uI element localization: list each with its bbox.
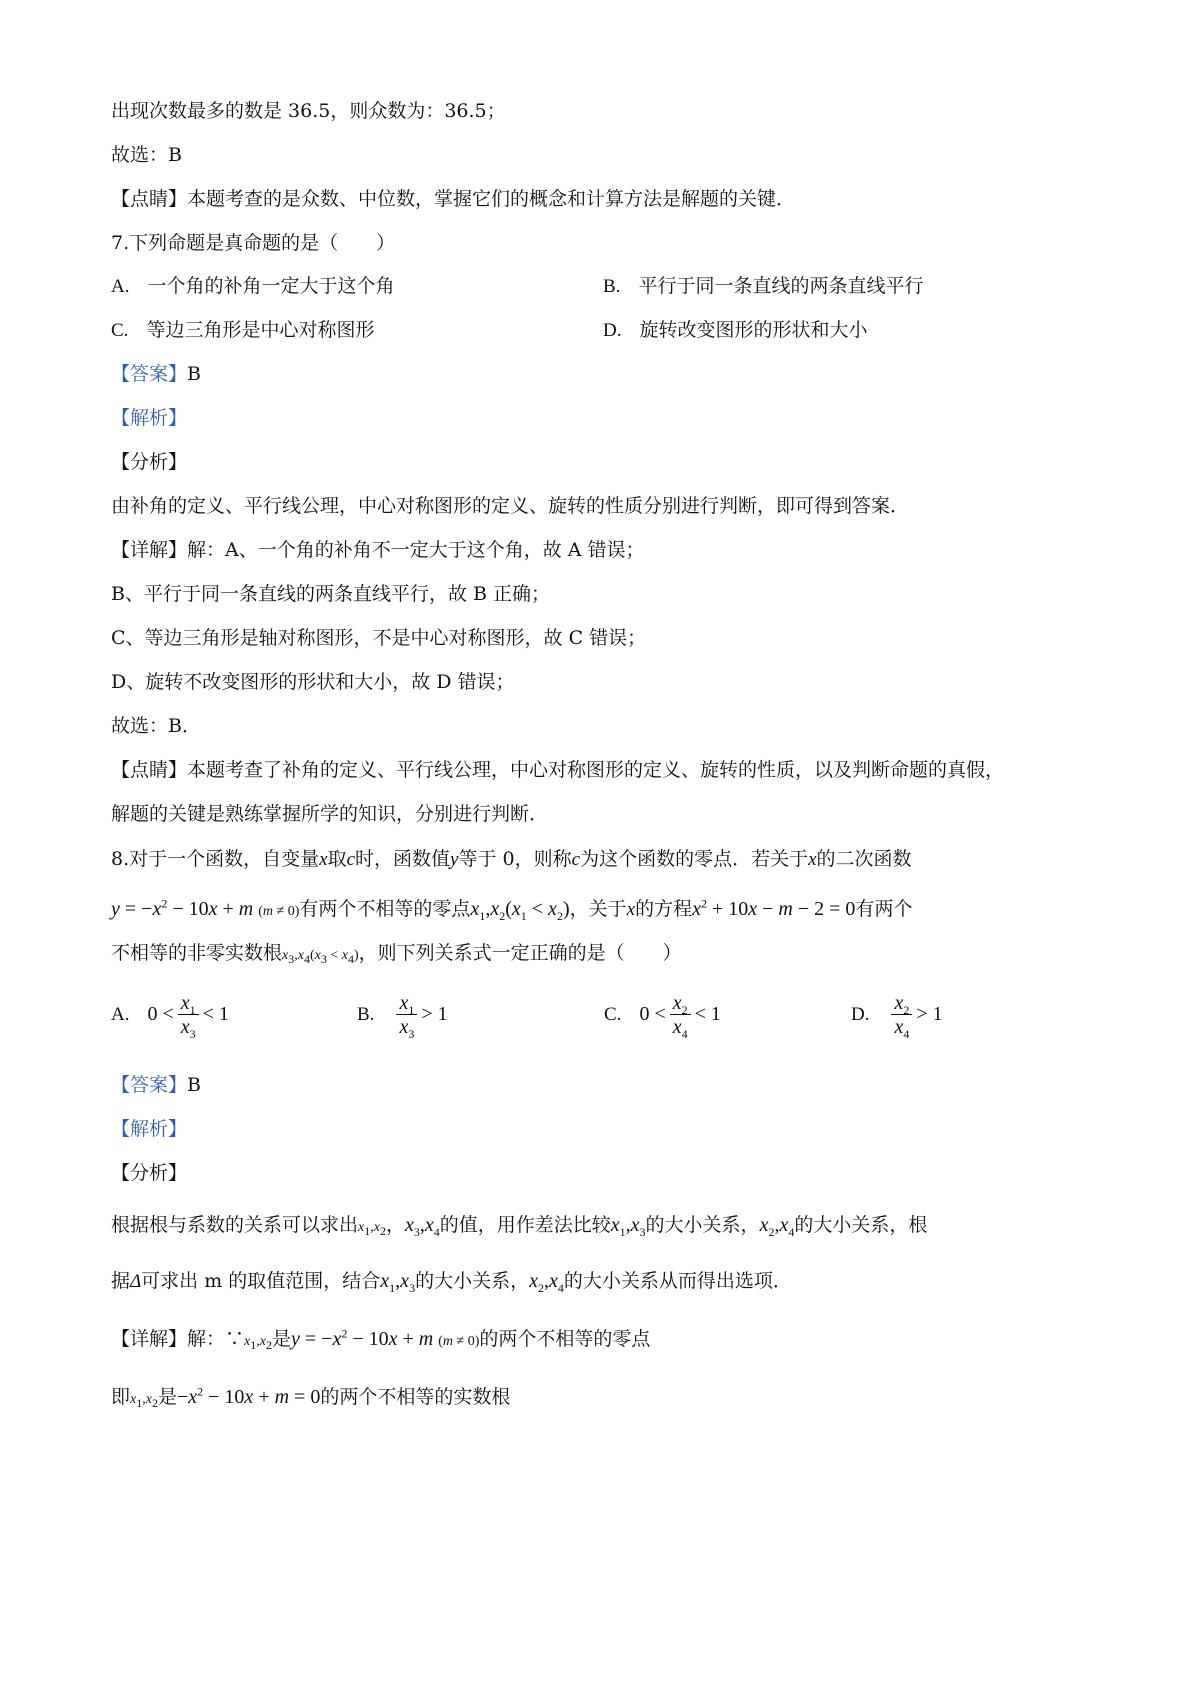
q8-x1x2-small: $x_1,x_2$ bbox=[358, 1220, 386, 1238]
q8-fenxi-text: 的大小关系，根 bbox=[794, 1214, 928, 1236]
q8-fenxi-text: 的值，用作差法比较 bbox=[439, 1214, 611, 1236]
text-line-answer-select: 故选：B bbox=[111, 144, 182, 166]
q8-roots-expression: $x_3,x_4(x_3 < x_4)$ bbox=[282, 948, 359, 966]
q8-detail-text: 是 bbox=[157, 1386, 177, 1408]
q8-detail-line-2 bbox=[111, 1384, 510, 1413]
q8-option-b-label: B. bbox=[357, 1004, 375, 1026]
q7-option-a-text: 一个角的补角一定大于这个角 bbox=[147, 275, 395, 297]
var-x: x bbox=[626, 899, 636, 920]
question-8-line-2 bbox=[111, 896, 912, 925]
text-line-mode-result: 出现次数最多的数是 36.5，则众数为：36.5； bbox=[111, 100, 506, 122]
q8-text: ，关于 bbox=[569, 898, 627, 920]
q8-x1x2-small: $x_1,x_2$ bbox=[130, 1392, 158, 1410]
q8-option-c bbox=[604, 992, 721, 1039]
q8-text: 8.对于一个函数，自变量 bbox=[111, 848, 320, 870]
q7-option-b bbox=[603, 273, 923, 300]
q8-fenxi-text: 据 bbox=[111, 1270, 131, 1292]
q7-option-b-text: 平行于同一条直线的两条直线平行 bbox=[638, 275, 924, 297]
q8-x2x4: $x_2,x_4$ bbox=[759, 1214, 795, 1239]
q8-function-expression: $y = -x^2 - 10x + m$ (m ≠ 0) bbox=[290, 1326, 480, 1350]
q7-comment-line-1 bbox=[111, 757, 1004, 783]
q8-text: 有两个不相等的零点 bbox=[299, 898, 471, 920]
q8-option-d-expression: $\frac{x_2}{x_4}$ > 1 bbox=[887, 1003, 942, 1025]
q8-fenxi-line-2 bbox=[111, 1268, 792, 1295]
q8-x1x3: $x_1,x_3$ bbox=[380, 1270, 416, 1295]
q8-fenxi-text: 根据根与系数的关系可以求出 bbox=[111, 1214, 359, 1236]
q7-comment-tag: 【点睛】 bbox=[111, 759, 188, 781]
q8-fenxi-text: 的大小关系从而得出选项． bbox=[563, 1270, 792, 1292]
q8-text: 有两个 bbox=[855, 898, 913, 920]
q8-option-a bbox=[111, 992, 229, 1039]
q8-detail-text: 的两个不相等的实数根 bbox=[320, 1386, 511, 1408]
q8-option-d bbox=[851, 992, 943, 1039]
q7-comment-line-2: 解题的关键是熟练掌握所学的知识，分别进行判断． bbox=[111, 803, 549, 825]
comment-text: 本题考查的是众数、中位数，掌握它们的概念和计算方法是解题的关键． bbox=[187, 188, 796, 210]
q8-text: 不相等的非零实数根 bbox=[111, 942, 283, 964]
q7-detail-line-5: 故选：B． bbox=[111, 715, 201, 737]
q7-analysis-tag: 【解析】 bbox=[111, 407, 188, 429]
q8-equation-expression: $x^2 + 10x - m - 2 = 0$ bbox=[692, 896, 856, 920]
q7-answer-line bbox=[111, 361, 201, 387]
q8-fenxi-line-1: 根据根与系数的关系可以求出$x_1,x_2$，$x_3,x_4$的值，用作差法比较$x_1,x_3$的大小关系，$x_2,x_4$的大小关系，根 bbox=[111, 1214, 928, 1239]
q8-x2x4: $x_2,x_4$ bbox=[529, 1270, 564, 1295]
q7-option-d bbox=[603, 317, 868, 344]
question-8-line-3 bbox=[111, 940, 682, 969]
q8-x1x2-small: $x_1,x_2$ bbox=[244, 1334, 272, 1352]
q8-option-b-expression: $\frac{x_1}{x_3}$ > 1 bbox=[392, 1003, 447, 1025]
q7-option-c-label: C. bbox=[111, 320, 129, 341]
q8-fenxi-tag: 【分析】 bbox=[111, 1162, 188, 1184]
q8-text: ，则下列关系式一定正确的是（ ） bbox=[358, 942, 682, 964]
q8-option-c-expression: 0 < $\frac{x_2}{x_4}$ < 1 bbox=[639, 992, 721, 1041]
detail-tag: 【详解】 bbox=[111, 539, 188, 561]
q8-text: 的方程 bbox=[635, 898, 693, 920]
q8-fenxi-text: 的大小关系， bbox=[415, 1270, 530, 1292]
q8-option-a-label: A. bbox=[111, 1004, 130, 1026]
q8-answer-value: B bbox=[187, 1074, 201, 1096]
answer-tag: 【答案】 bbox=[111, 1074, 188, 1096]
q7-option-b-label: B. bbox=[603, 276, 621, 297]
q7-detail-line-4: D、旋转不改变图形的形状和大小，故 D 错误； bbox=[111, 671, 515, 693]
question-8-line-1 bbox=[111, 846, 912, 873]
q8-text: 的二次函数 bbox=[816, 848, 912, 870]
q8-detail-text: 是 bbox=[271, 1328, 291, 1350]
q7-comment-text-1: 本题考查了补角的定义、平行线公理，中心对称图形的定义、旋转的性质，以及判断命题的真假， bbox=[187, 759, 1005, 781]
q8-fenxi-text: 可求出 m 的取值范围，结合 bbox=[141, 1270, 381, 1292]
detail-tag: 【详解】 bbox=[111, 1328, 188, 1350]
q8-text: 等于 0，则称 bbox=[458, 848, 572, 870]
var-c: c bbox=[571, 849, 581, 870]
q7-option-a bbox=[111, 273, 395, 300]
q7-answer-value: B bbox=[187, 363, 201, 385]
q8-answer-line bbox=[111, 1072, 201, 1098]
q7-detail-line-2: B、平行于同一条直线的两条直线平行，故 B 正确； bbox=[111, 583, 551, 605]
q8-fenxi-text: 的大小关系， bbox=[645, 1214, 760, 1236]
q8-zeros-expression: $x_1,x_2(x_1 < x_2)$ bbox=[470, 898, 570, 923]
q8-equation-zero: $-x^2 - 10x + m = 0$ bbox=[176, 1384, 321, 1408]
q8-text: 时，函数值 bbox=[355, 848, 451, 870]
q7-option-d-text: 旋转改变图形的形状和大小 bbox=[639, 319, 868, 341]
q8-text: 取 bbox=[327, 848, 347, 870]
var-y: y bbox=[450, 849, 459, 870]
question-7-title: 7.下列命题是真命题的是（ ） bbox=[111, 232, 396, 254]
comment-tag: 【点睛】 bbox=[111, 188, 188, 210]
var-c: c bbox=[346, 849, 356, 870]
q8-option-b bbox=[357, 992, 448, 1039]
q8-analysis-tag: 【解析】 bbox=[111, 1118, 188, 1140]
q8-detail-text: 即 bbox=[111, 1386, 131, 1408]
q7-fenxi-text: 由补角的定义、平行线公理，中心对称图形的定义、旋转的性质分别进行判断，即可得到答案． bbox=[111, 495, 910, 517]
q7-option-c-text: 等边三角形是中心对称图形 bbox=[146, 319, 375, 341]
delta-symbol: Δ bbox=[130, 1271, 142, 1292]
q8-option-d-label: D. bbox=[851, 1004, 870, 1026]
q8-text: 为这个函数的零点．若关于 bbox=[580, 848, 809, 870]
q8-x1x3: $x_1,x_3$ bbox=[610, 1214, 646, 1239]
q7-option-a-label: A. bbox=[111, 276, 130, 297]
q7-fenxi-tag: 【分析】 bbox=[111, 451, 188, 473]
q8-x3x4: $x_3,x_4$ bbox=[404, 1214, 440, 1239]
q8-detail-text: 解：∵ bbox=[187, 1328, 245, 1350]
q7-detail-line-1 bbox=[111, 537, 645, 563]
q7-option-d-label: D. bbox=[603, 320, 622, 341]
var-x: x bbox=[808, 849, 817, 870]
q8-detail-line-1 bbox=[111, 1326, 650, 1355]
q7-detail-text-1: 解：A、一个角的补角不一定大于这个角，故 A 错误； bbox=[187, 539, 645, 561]
var-x: x bbox=[319, 849, 328, 870]
q7-option-c bbox=[111, 317, 374, 344]
q8-detail-text: 的两个不相等的零点 bbox=[479, 1328, 651, 1350]
q8-option-a-expression: 0 < $\frac{x_1}{x_3}$ < 1 bbox=[147, 992, 229, 1041]
q8-option-c-label: C. bbox=[604, 1004, 622, 1026]
q7-detail-line-3: C、等边三角形是轴对称图形，不是中心对称图形，故 C 错误； bbox=[111, 627, 647, 649]
q8-function-expression: $y = -x^2 - 10x + m$ (m ≠ 0) bbox=[111, 896, 300, 920]
comment-line bbox=[111, 186, 795, 212]
answer-tag: 【答案】 bbox=[111, 363, 188, 385]
